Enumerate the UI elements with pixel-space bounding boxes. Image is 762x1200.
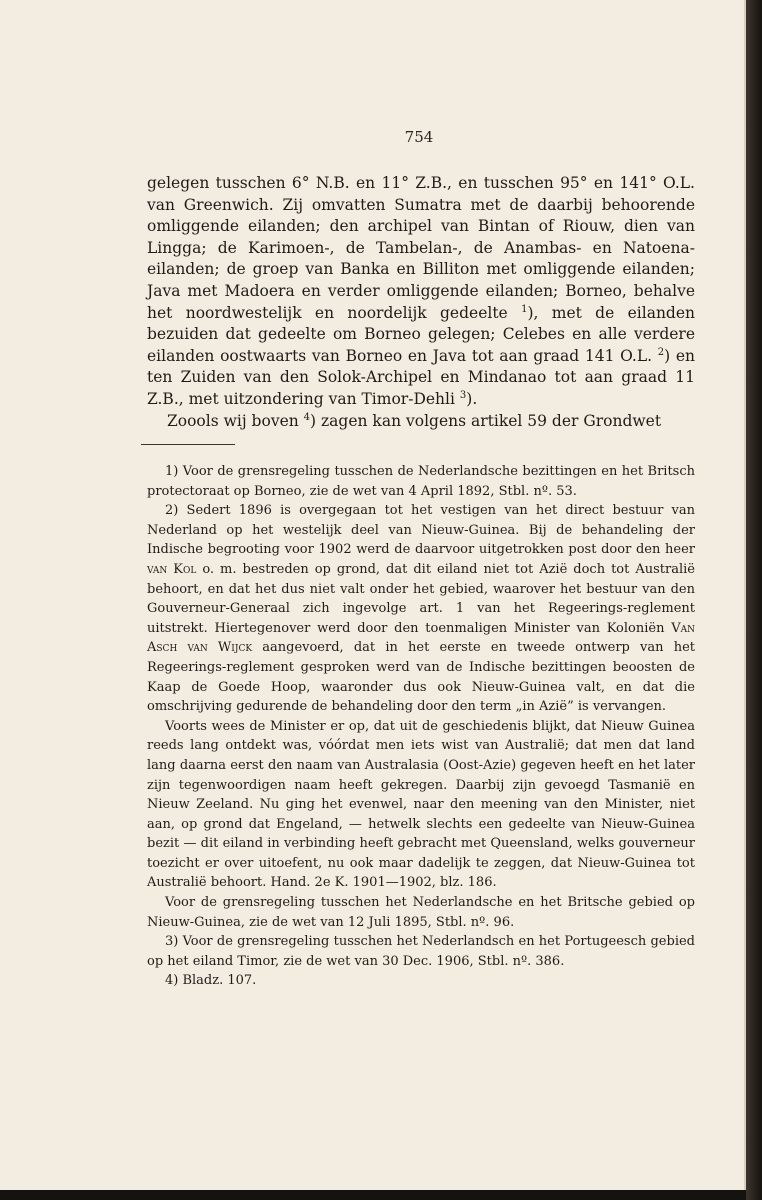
footnote-3: 3) Voor de grensregeling tusschen het Nederlandsch en het Portugeesch gebied op het eiland Timor, zie de wet van 30 Dec. 1906, Stbl. nº. 386. [147,934,695,969]
footnote-4: 4) Bladz. 107. [165,973,257,989]
footnote-2-continuation: Voor de grensregeling tusschen het Nederlandsche en het Britsche gebied op Nieuw-Guinea, zie de wet van 12 Juli 1895, Stbl. nº. 96. [147,895,695,930]
body-text-segment: ), met de eilanden bezuiden dat gedeelte om Borneo gelegen; Celebes en alle verdere eilanden oostwaarts van Borneo en Java tot aan graad 141 O.L. [147,303,695,365]
body-text-segment: ) en ten Zuiden van den Solok-Archipel en Mindanao tot aan graad 11 Z.B., met uitzondering van Timor-Dehli [147,346,696,408]
author-name: van Kol [147,561,197,577]
footnote-ref-1: 1 [521,303,528,315]
body-text [147,173,695,432]
footnote-text-segment: aangevoerd, dat in het eerste en tweede ontwerp van het Regeerings-reglement gesproken werd van de Indische bezittingen beoosten de Kaap de Goede Hoop, waaronder dus ook Nieuw-Guinea valt, en dat die omschrijving gedurende de behandeling door den term „in Azië” is vervangen. [147,640,695,715]
footnote-divider [141,444,235,445]
footnote-text-segment: o. m. bestreden op grond, dat dit eiland niet tot Azië doch tot Australië behoort, en dat het dus niet valt onder het gebied, waarover het bestuur van den Gouverneur-Generaal zich ingevolge art. 1 van het Regeerings-reglement uitstrekt. Hiertegenover werd door den toenmaligen Minister van Koloniën [147,561,695,636]
footnote-ref-3: 3 [459,389,467,401]
footnote-2-continuation: Voorts wees de Minister er op, dat uit de geschiedenis blijkt, dat Nieuw Guinea reeds lang ontdekt was, vóórdat men iets wist van Australië; dat men dat land lang daarna eerst den naam van Australasia (Oost-Azie) gegeven heeft en het later zijn tegenwoordigen naam heeft gekregen. Daarbij zijn gevoegd Tasmanië en Nieuw Zeeland. Nu ging het evenwel, naar den meening van den Minister, niet aan, op grond dat Engeland, — hetwelk slechts een gedeelte van Nieuw-Guinea bezit — dit eiland in verbinding heeft gebracht met Queensland, welks gouverneur toezicht er over uitoefent, nu ook maar dadelijk te zeggen, dat Nieuw-Guinea tot Australië behoort. Hand. 2e K. 1901—1902, blz. 186. [147,718,695,891]
footnote-2 [147,501,695,717]
body-text-segment: gelegen tusschen 6° N.B. en 11° Z.B., en tusschen 95° en 141° O.L. van Greenwich. Zij omvatten Sumatra met de daarbij behoorende omliggende eilanden; den archipel van Bintan of Riouw, dien van Lingga; de Karimoen-, de Tambelan-, de Anambas- en Natoena-eilanden; de groep van Banka en Billiton met omliggende eilanden; Java met Madoera en verder omliggende eilanden; Borneo, behalve het noordwestelijk en noordelijk gedeelte [147,174,695,322]
footnote-1: 1) Voor de grensregeling tusschen de Nederlandsche bezittingen en het Britsch protectoraat op Borneo, zie de wet van 4 April 1892, Stbl. nº. 53. [147,464,695,499]
footnote-ref-2: 2 [657,346,665,358]
body-paragraph-2 [147,411,695,433]
footnote-ref-4: 4 [303,411,311,423]
body-text-segment: Zoools wij boven [167,411,299,430]
author-name: Van Asch van Wijck [147,620,695,656]
page-number: 754 [404,128,434,146]
body-text-segment: ). [466,389,478,408]
page-bottom-edge [0,1190,746,1200]
footnote-text-segment: 2) Sedert 1896 is overgegaan tot het vestigen van het direct bestuur van Nederland op het westelijk deel van Nieuw-Guinea. Bij de behandeling der Indische begrooting voor 1902 werd de daarvoor uitgetrokken post door den heer [147,503,695,558]
body-paragraph-1 [147,173,695,411]
book-gutter [746,0,762,1200]
body-text-segment: ) zagen kan volgens artikel 59 der Grondwet [310,411,662,430]
footnotes [147,462,695,991]
